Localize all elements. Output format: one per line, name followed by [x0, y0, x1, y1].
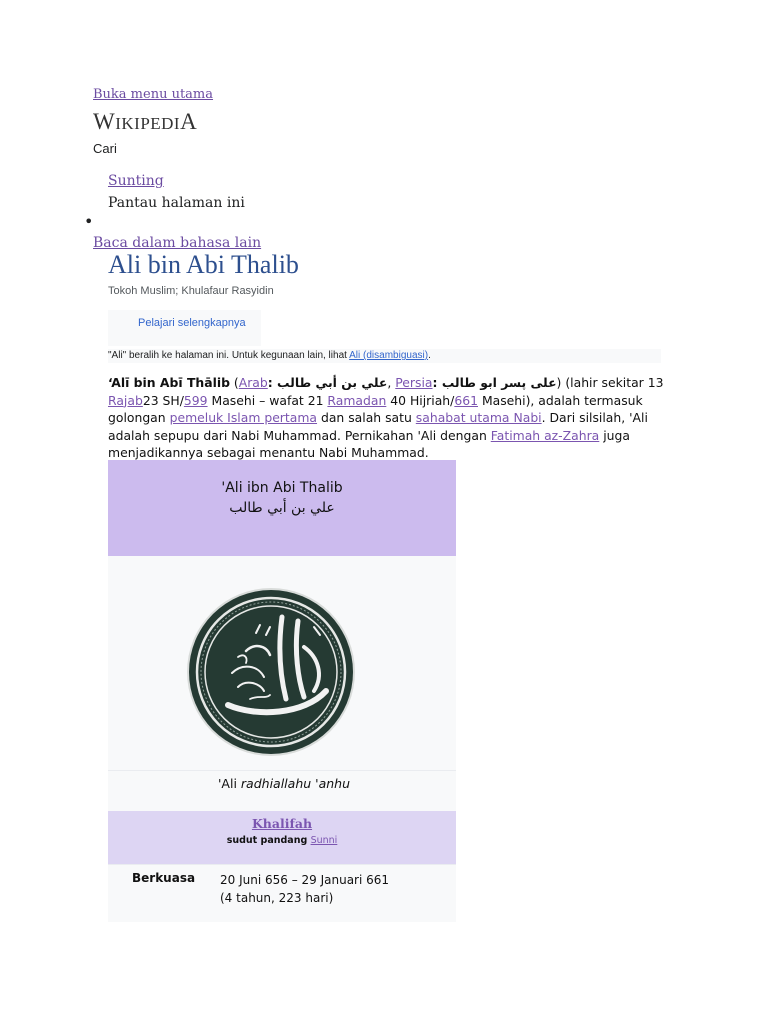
image-caption	[218, 776, 350, 791]
infobox-name: 'Ali ibn Abi Thalib	[221, 480, 343, 496]
lead-text-2: ,	[387, 375, 396, 390]
learn-more-link[interactable]: Pelajari selengkapnya	[138, 317, 246, 329]
reign-value	[220, 871, 389, 907]
logo-first-letter: W	[93, 109, 116, 134]
wikipedia-logo[interactable]	[93, 109, 197, 135]
office-subtitle	[108, 835, 456, 846]
search-button[interactable]: Cari	[93, 141, 117, 156]
page-subtitle: Tokoh Muslim; Khulafaur Rasyidin	[108, 285, 274, 297]
hatnote-period: .	[428, 350, 431, 361]
khalifah-link[interactable]: Khalifah	[251, 816, 313, 831]
persia-link[interactable]: Persia	[395, 375, 433, 390]
reign-dates: 20 Juni 656 – 29 Januari 661	[220, 873, 390, 887]
watch-page-button[interactable]: Pantau halaman ini	[108, 195, 245, 211]
lead-paragraph	[108, 374, 668, 462]
lead-text-4: 23 SH/	[142, 392, 184, 408]
lead-text-10: juga menjadikannya sebagai menantu Nabi Muhammad.	[108, 427, 630, 460]
reign-length: (4 tahun, 223 hari)	[220, 891, 334, 905]
caption-plain: 'Ali	[218, 776, 241, 791]
calligraphy-emblem-image[interactable]	[186, 587, 356, 757]
office-subtitle-text: sudut pandang	[226, 835, 311, 846]
page-title: Ali bin Abi Thalib	[108, 250, 299, 279]
article-name-bold: ʻAlī bin Abī Thālib	[108, 375, 230, 390]
infobox-separator	[108, 864, 456, 865]
infobox-separator	[108, 770, 456, 771]
arab-link[interactable]: Arab	[238, 375, 268, 390]
year-599-link[interactable]: 599	[183, 392, 208, 408]
year-661-link[interactable]: 661	[454, 392, 478, 408]
logo-middle-letters: IKIPEDI	[115, 114, 181, 133]
companions-link[interactable]: sahabat utama Nabi	[415, 410, 542, 425]
open-main-menu-link[interactable]: Buka menu utama	[93, 87, 214, 102]
logo-last-letter: A	[180, 109, 198, 134]
lead-text-5: Masehi – wafat 21	[207, 392, 328, 408]
caption-honorific: radhiallahu 'anhu	[240, 776, 350, 791]
hatnote-text: "Ali" beralih ke halaman ini. Untuk kegunaan lain, lihat	[108, 350, 350, 361]
lead-text-3: ) (lahir sekitar 13	[556, 375, 664, 390]
edit-link[interactable]: Sunting	[108, 173, 164, 189]
infobox	[108, 460, 456, 922]
hatnote	[108, 349, 661, 363]
reign-label: Berkuasa	[132, 871, 196, 885]
list-bullet: •	[84, 212, 94, 231]
read-other-language-link[interactable]: Baca dalam bahasa lain	[93, 235, 262, 251]
lead-text-8: dan salah satu	[317, 410, 416, 425]
sunni-link[interactable]: Sunni	[310, 835, 338, 846]
disambiguation-link[interactable]: Ali (disambiguasi)	[349, 350, 429, 361]
lead-text-7: Masehi), adalah termasuk golongan	[108, 392, 643, 425]
rajab-link[interactable]: Rajab	[108, 392, 143, 408]
arabic-name: : علي بن أبي طالب	[267, 375, 388, 390]
lead-text-9: . Dari silsilah, 'Ali adalah sepupu dari Nabi Muhammad. Pernikahan 'Ali dengan	[108, 410, 648, 443]
persian-name: : علی پسر ابو طالب	[432, 375, 557, 390]
infobox-arabic-name: علي بن أبي طالب	[229, 500, 335, 516]
lead-text-1: (	[229, 375, 239, 390]
fatimah-link[interactable]: Fatimah az-Zahra	[490, 427, 600, 443]
ramadan-link[interactable]: Ramadan	[327, 392, 387, 408]
lead-text-6: 40 Hijriah/	[386, 392, 455, 408]
first-muslims-link[interactable]: pemeluk Islam pertama	[169, 410, 318, 425]
